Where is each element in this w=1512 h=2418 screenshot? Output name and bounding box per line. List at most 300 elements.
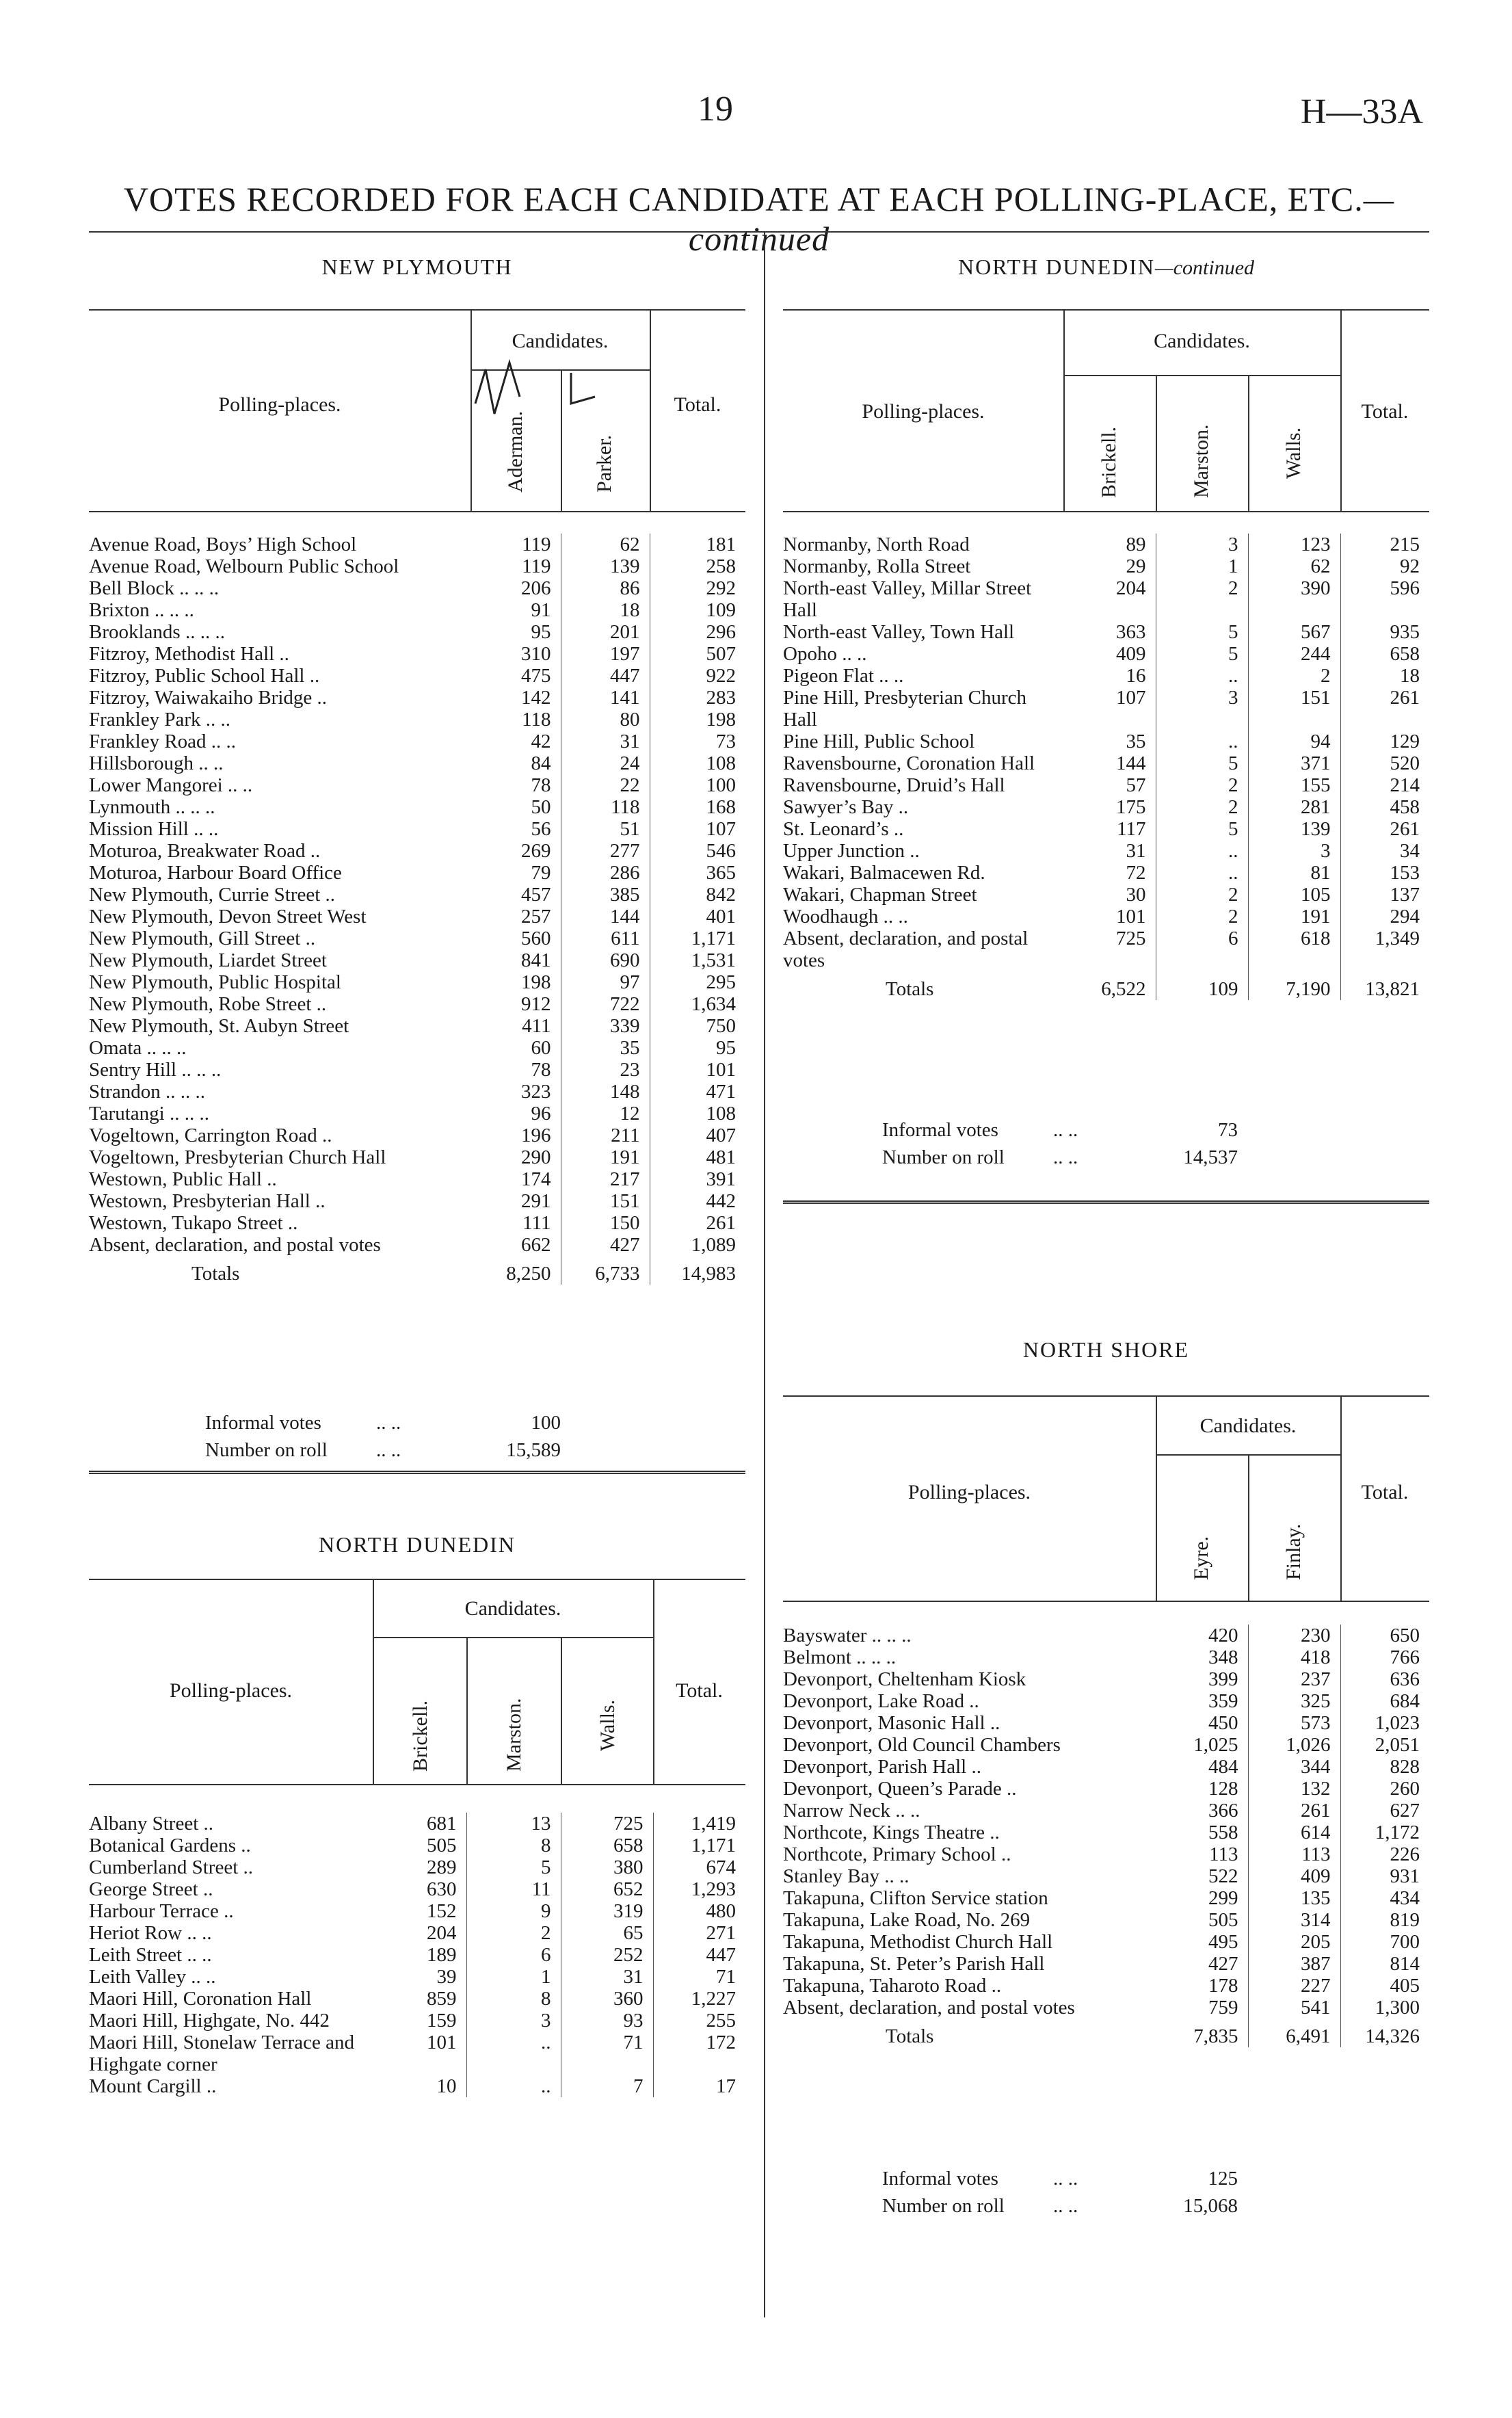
candidate-votes: .. <box>1156 862 1248 884</box>
row-total: 255 <box>706 2010 736 2032</box>
row-total: 261 <box>1390 687 1420 709</box>
row-total: 684 <box>1390 1690 1420 1712</box>
candidate-votes: 662 <box>470 1234 561 1256</box>
table-row <box>783 1756 1429 1778</box>
candidate-votes: 344 <box>1248 1756 1340 1778</box>
polling-place-name: Fitzroy, Methodist Hall .. <box>89 643 289 665</box>
candidate-votes: 150 <box>561 1212 650 1234</box>
candidate-votes: 191 <box>561 1146 650 1168</box>
row-total: 1,634 <box>691 993 736 1015</box>
candidate-votes: .. <box>466 2075 561 2097</box>
polling-place-name: Devonport, Masonic Hall .. <box>783 1712 1000 1734</box>
new-plymouth-polling-places-label: Polling-places. <box>218 393 341 416</box>
north-shore-candidates-label: Candidates. <box>1199 1415 1297 1437</box>
polling-place-name: Moturoa, Harbour Board Office <box>89 862 342 884</box>
polling-place-name: Absent, declaration, and postal votes <box>783 1997 1075 2019</box>
candidate-votes: 6 <box>1156 928 1248 971</box>
candidate-brickell: Brickell. <box>409 1700 432 1772</box>
row-total: 481 <box>706 1146 736 1168</box>
row-total: 137 <box>1390 884 1420 906</box>
candidate-votes: 5 <box>1156 752 1248 774</box>
row-total: 365 <box>706 862 736 884</box>
table-row <box>783 1690 1429 1712</box>
candidate-votes: 281 <box>1248 796 1340 818</box>
row-total: 260 <box>1390 1778 1420 1800</box>
roll-line <box>205 1436 684 1464</box>
table-row <box>89 709 745 731</box>
polling-place-name: Botanical Gardens .. <box>89 1835 251 1856</box>
dots: .. .. <box>1053 2168 1078 2190</box>
candidate-votes: 113 <box>1156 1843 1248 1865</box>
candidate-votes: 1,025 <box>1156 1734 1248 1756</box>
row-total: 95 <box>716 1037 736 1059</box>
polling-place-name: Pine Hill, Presbyterian Church Hall <box>783 687 1027 731</box>
row-total: 283 <box>706 687 736 709</box>
candidate-votes: 359 <box>1156 1690 1248 1712</box>
row-total: 294 <box>1390 906 1420 928</box>
informal-votes-value: 73 <box>1218 1119 1238 1141</box>
candidate-votes: 89 <box>1063 534 1156 555</box>
polling-place-name: Leith Street .. .. <box>89 1944 212 1966</box>
candidate-votes: 217 <box>561 1168 650 1190</box>
table-row <box>89 993 745 1015</box>
row-total: 1,349 <box>1375 928 1420 949</box>
candidate-votes: 139 <box>561 555 650 577</box>
table-row <box>89 1900 745 1922</box>
candidate-votes: .. <box>466 2032 561 2075</box>
candidate-walls: Walls. <box>1282 427 1305 479</box>
candidate-votes: 62 <box>561 534 650 555</box>
new-plymouth-title: NEW PLYMOUTH <box>321 254 513 279</box>
table-row <box>89 731 745 752</box>
row-total: 700 <box>1390 1931 1420 1953</box>
candidate-votes: 573 <box>1248 1712 1340 1734</box>
polling-place-name: Mount Cargill .. <box>89 2075 217 2097</box>
row-total: 819 <box>1390 1909 1420 1931</box>
title-main: VOTES RECORDED FOR EACH CANDIDATE AT EACH POLLING-PLACE, ETC. <box>123 180 1364 218</box>
candidate-votes: 151 <box>1248 687 1340 731</box>
table-row <box>89 796 745 818</box>
polling-place-name: Devonport, Parish Hall .. <box>783 1756 981 1778</box>
row-total: 627 <box>1390 1800 1420 1822</box>
candidate-votes: 57 <box>1063 774 1156 796</box>
polling-place-name: Pigeon Flat .. .. <box>783 665 904 687</box>
table-row <box>783 840 1429 862</box>
candidate-votes: 118 <box>561 796 650 818</box>
candidate-votes: 152 <box>373 1900 466 1922</box>
table-row <box>89 1015 745 1037</box>
polling-place-name: Tarutangi .. .. .. <box>89 1103 209 1125</box>
title-rule <box>89 231 1429 233</box>
candidate-votes: 227 <box>1248 1975 1340 1997</box>
row-total: 295 <box>706 971 736 993</box>
candidate-votes: 360 <box>561 1988 653 2010</box>
candidate-walls: Walls. <box>596 1699 619 1751</box>
candidate-votes: 859 <box>373 1988 466 2010</box>
candidate-votes: 3 <box>1156 687 1248 731</box>
table-row <box>783 1843 1429 1865</box>
north-dunedin-cont-title-continued: —continued <box>1155 257 1255 279</box>
table-row <box>783 577 1429 621</box>
table-row <box>89 534 745 555</box>
candidate-total: 7,190 <box>1248 971 1340 1000</box>
candidate-votes: 135 <box>1248 1887 1340 1909</box>
candidate-votes: 144 <box>561 906 650 928</box>
table-row <box>783 731 1429 752</box>
polling-place-name: Takapuna, Methodist Church Hall <box>783 1931 1053 1953</box>
polling-place-name: Vogeltown, Carrington Road .. <box>89 1125 332 1146</box>
polling-place-name: Devonport, Cheltenham Kiosk <box>783 1668 1026 1690</box>
candidate-votes: 5 <box>1156 621 1248 643</box>
candidate-votes: 618 <box>1248 928 1340 971</box>
candidate-votes: .. <box>1156 731 1248 752</box>
polling-place-name: New Plymouth, Devon Street West <box>89 906 367 928</box>
handwritten-marks <box>468 356 646 424</box>
candidate-votes: 1 <box>466 1966 561 1988</box>
polling-place-name: Frankley Road .. .. <box>89 731 237 752</box>
candidate-votes: 13 <box>466 1813 561 1835</box>
candidate-votes: 111 <box>470 1212 561 1234</box>
polling-place-name: Takapuna, Clifton Service station <box>783 1887 1048 1909</box>
candidate-total: 7,835 <box>1156 2019 1248 2047</box>
north-dunedin-total-label: Total. <box>676 1679 723 1702</box>
candidate-votes: 201 <box>561 621 650 643</box>
table-row <box>89 1212 745 1234</box>
candidate-votes: 5 <box>1156 643 1248 665</box>
candidate-votes: 93 <box>561 2010 653 2032</box>
candidate-votes: 409 <box>1063 643 1156 665</box>
dots: .. .. <box>376 1412 401 1434</box>
row-total: 766 <box>1390 1646 1420 1668</box>
candidate-votes: 205 <box>1248 1931 1340 1953</box>
candidate-votes: 144 <box>1063 752 1156 774</box>
dots: .. .. <box>1053 1146 1078 1168</box>
table-row <box>89 818 745 840</box>
row-total: 101 <box>706 1059 736 1081</box>
candidate-total: 6,733 <box>561 1256 650 1285</box>
table-row <box>89 665 745 687</box>
row-total: 1,531 <box>691 949 736 971</box>
candidate-votes: 189 <box>373 1944 466 1966</box>
candidate-total: 6,491 <box>1248 2019 1340 2047</box>
polling-place-name: Narrow Neck .. .. <box>783 1800 920 1822</box>
roll-line <box>882 1144 1361 1171</box>
row-total: 1,023 <box>1375 1712 1420 1734</box>
polling-place-name: Devonport, Lake Road .. <box>783 1690 979 1712</box>
candidate-votes: 371 <box>1248 752 1340 774</box>
candidate-votes: 151 <box>561 1190 650 1212</box>
table-row <box>783 534 1429 555</box>
table-row <box>89 1190 745 1212</box>
candidate-votes: 113 <box>1248 1843 1340 1865</box>
candidate-votes: 387 <box>1248 1953 1340 1975</box>
candidate-votes: 244 <box>1248 643 1340 665</box>
row-total: 92 <box>1400 555 1420 577</box>
candidate-votes: 411 <box>470 1015 561 1037</box>
candidate-votes: 385 <box>561 884 650 906</box>
polling-place-name: Omata .. .. .. <box>89 1037 187 1059</box>
table-row <box>783 796 1429 818</box>
polling-place-name: Heriot Row .. .. <box>89 1922 212 1944</box>
candidate-votes: 2 <box>1156 577 1248 621</box>
candidate-votes: 310 <box>470 643 561 665</box>
north-dunedin-summary <box>882 1116 1361 1171</box>
row-total: 434 <box>1390 1887 1420 1909</box>
candidate-votes: 80 <box>561 709 650 731</box>
candidate-votes: 155 <box>1248 774 1340 796</box>
polling-place-name: Brooklands .. .. .. <box>89 621 225 643</box>
dots: .. .. <box>1053 2195 1078 2217</box>
candidate-votes: 60 <box>470 1037 561 1059</box>
table-row <box>89 1944 745 1966</box>
candidate-votes: 197 <box>561 643 650 665</box>
polling-place-name: Westown, Presbyterian Hall .. <box>89 1190 326 1212</box>
row-total: 34 <box>1400 840 1420 862</box>
candidate-votes: 142 <box>470 687 561 709</box>
row-total: 1,419 <box>691 1813 736 1835</box>
north-dunedin-table <box>89 1813 745 2097</box>
candidate-votes: 237 <box>1248 1668 1340 1690</box>
candidate-votes: 132 <box>1248 1778 1340 1800</box>
table-row <box>783 1625 1429 1646</box>
candidate-votes: 614 <box>1248 1822 1340 1843</box>
polling-place-name: Devonport, Old Council Chambers <box>783 1734 1061 1756</box>
row-total: 650 <box>1390 1625 1420 1646</box>
polling-place-name: Maori Hill, Stonelaw Terrace and Highgate corner <box>89 2032 355 2075</box>
new-plymouth-summary <box>205 1409 684 1464</box>
ns-header-bottom-rule <box>783 1601 1429 1602</box>
table-row <box>89 774 745 796</box>
row-total: 73 <box>716 731 736 752</box>
candidate-votes: 399 <box>1156 1668 1248 1690</box>
candidate-votes: 16 <box>1063 665 1156 687</box>
candidate-votes: 35 <box>1063 731 1156 752</box>
candidate-votes: 39 <box>373 1966 466 1988</box>
candidate-votes: 3 <box>466 2010 561 2032</box>
polling-place-name: Pine Hill, Public School <box>783 731 975 752</box>
table-row <box>89 599 745 621</box>
row-total: 1,171 <box>691 928 736 949</box>
candidate-votes: 611 <box>561 928 650 949</box>
candidate-votes: 1 <box>1156 555 1248 577</box>
informal-votes-label: Informal votes <box>882 2168 998 2190</box>
table-row <box>783 1997 1429 2019</box>
new-plymouth-candidates-label: Candidates. <box>512 330 609 352</box>
ndc-header-top-rule <box>783 309 1429 311</box>
candidate-votes: 24 <box>561 752 650 774</box>
row-total: 168 <box>706 796 736 818</box>
north-shore-summary <box>882 2165 1361 2220</box>
table-row <box>783 1712 1429 1734</box>
table-row <box>89 577 745 599</box>
north-shore-total-label: Total. <box>1361 1481 1409 1503</box>
candidate-votes: 390 <box>1248 577 1340 621</box>
north-shore-polling-places-label: Polling-places. <box>907 1481 1031 1503</box>
candidate-votes: 71 <box>561 2032 653 2075</box>
candidate-aderman: Aderman. <box>504 410 527 492</box>
row-total: 546 <box>706 840 736 862</box>
nd-header-bottom-rule <box>89 1784 745 1785</box>
polling-place-name: New Plymouth, St. Aubyn Street <box>89 1015 349 1037</box>
row-total: 935 <box>1390 621 1420 643</box>
candidate-votes: 541 <box>1248 1997 1340 2019</box>
candidate-votes: 119 <box>470 555 561 577</box>
candidate-votes: 558 <box>1156 1822 1248 1843</box>
polling-place-name: Opoho .. .. <box>783 643 867 665</box>
polling-place-name: Belmont .. .. .. <box>783 1646 897 1668</box>
row-total: 261 <box>1390 818 1420 840</box>
candidate-parker: Parker. <box>593 434 615 492</box>
totals-row <box>783 2019 1429 2047</box>
table-row <box>783 665 1429 687</box>
table-row <box>89 2010 745 2032</box>
candidate-votes: 505 <box>373 1835 466 1856</box>
table-row <box>783 1953 1429 1975</box>
polling-place-name: Sentry Hill .. .. .. <box>89 1059 222 1081</box>
candidate-votes: 5 <box>1156 818 1248 840</box>
row-total: 842 <box>706 884 736 906</box>
row-total: 71 <box>716 1966 736 1988</box>
candidate-votes: 204 <box>1063 577 1156 621</box>
candidate-votes: 91 <box>470 599 561 621</box>
candidate-votes: 196 <box>470 1125 561 1146</box>
polling-place-name: Avenue Road, Welbourn Public School <box>89 555 399 577</box>
row-total: 658 <box>1390 643 1420 665</box>
candidate-votes: 198 <box>470 971 561 993</box>
polling-place-name: New Plymouth, Robe Street .. <box>89 993 327 1015</box>
grand-total: 14,326 <box>1365 2025 1420 2047</box>
candidate-votes: 339 <box>561 1015 650 1037</box>
candidate-votes: 291 <box>470 1190 561 1212</box>
candidate-votes: 10 <box>373 2075 466 2097</box>
row-total: 674 <box>706 1856 736 1878</box>
candidate-votes: 277 <box>561 840 650 862</box>
table-row <box>89 1878 745 1900</box>
candidate-votes: 409 <box>1248 1865 1340 1887</box>
polling-place-name: Lower Mangorei .. .. <box>89 774 253 796</box>
table-row <box>783 1778 1429 1800</box>
table-row <box>89 1835 745 1856</box>
np-end-rule <box>89 1471 745 1474</box>
table-row <box>783 1822 1429 1843</box>
polling-place-name: Takapuna, Lake Road, No. 269 <box>783 1909 1031 1931</box>
candidate-votes: 97 <box>561 971 650 993</box>
candidate-votes: 289 <box>373 1856 466 1878</box>
candidate-votes: 191 <box>1248 906 1340 928</box>
candidate-votes: 567 <box>1248 621 1340 643</box>
table-row <box>783 555 1429 577</box>
polling-place-name: Wakari, Balmacewen Rd. <box>783 862 985 884</box>
row-total: 108 <box>706 1103 736 1125</box>
table-row <box>89 621 745 643</box>
candidate-votes: 206 <box>470 577 561 599</box>
row-total: 107 <box>706 818 736 840</box>
row-total: 271 <box>706 1922 736 1944</box>
candidate-votes: 101 <box>1063 906 1156 928</box>
candidate-votes: 299 <box>1156 1887 1248 1909</box>
row-total: 17 <box>716 2075 736 2097</box>
north-dunedin-polling-places-label: Polling-places. <box>169 1679 293 1702</box>
roll-value: 15,589 <box>506 1439 561 1461</box>
candidate-votes: 759 <box>1156 1997 1248 2019</box>
candidate-votes: 286 <box>561 862 650 884</box>
polling-place-name: Northcote, Kings Theatre .. <box>783 1822 1000 1843</box>
candidate-votes: 475 <box>470 665 561 687</box>
candidate-votes: 257 <box>470 906 561 928</box>
candidate-eyre: Eyre. <box>1190 1536 1212 1580</box>
north-dunedin-candidates-label: Candidates. <box>464 1597 561 1620</box>
table-row <box>89 752 745 774</box>
candidate-votes: 51 <box>561 818 650 840</box>
north-dunedin-cont-table <box>783 534 1429 1000</box>
candidate-votes: 290 <box>470 1146 561 1168</box>
candidate-votes: 725 <box>1063 928 1156 971</box>
polling-place-name: Strandon .. .. .. <box>89 1081 205 1103</box>
candidate-votes: 450 <box>1156 1712 1248 1734</box>
candidate-votes: 269 <box>470 840 561 862</box>
polling-place-name: Frankley Park .. .. <box>89 709 230 731</box>
polling-place-name: Wakari, Chapman Street <box>783 884 977 906</box>
polling-place-name: Hillsborough .. .. <box>89 752 224 774</box>
totals-label: Totals <box>886 2025 934 2047</box>
table-row <box>783 818 1429 840</box>
row-total: 407 <box>706 1125 736 1146</box>
candidate-votes: 560 <box>470 928 561 949</box>
candidate-votes: 30 <box>1063 884 1156 906</box>
candidate-votes: 105 <box>1248 884 1340 906</box>
table-row <box>783 1887 1429 1909</box>
row-total: 198 <box>706 709 736 731</box>
new-plymouth-header-top-rule <box>89 309 745 311</box>
candidate-votes: 84 <box>470 752 561 774</box>
candidate-votes: 65 <box>561 1922 653 1944</box>
table-row <box>89 1856 745 1878</box>
row-total: 181 <box>706 534 736 555</box>
informal-votes-value: 125 <box>1208 2168 1238 2190</box>
candidate-votes: 912 <box>470 993 561 1015</box>
candidate-total: 6,522 <box>1063 971 1156 1000</box>
candidate-votes: 11 <box>466 1878 561 1900</box>
informal-votes-line <box>205 1409 684 1436</box>
polling-place-name: New Plymouth, Liardet Street <box>89 949 327 971</box>
polling-place-name: North-east Valley, Millar Street Hall <box>783 577 1032 621</box>
polling-place-name: New Plymouth, Currie Street .. <box>89 884 336 906</box>
table-row <box>89 555 745 577</box>
candidate-total: 109 <box>1156 971 1248 1000</box>
table-row <box>89 928 745 949</box>
candidate-votes: 1,026 <box>1248 1734 1340 1756</box>
row-total: 1,300 <box>1375 1997 1420 2019</box>
polling-place-name: Stanley Bay .. .. <box>783 1865 910 1887</box>
table-row <box>89 884 745 906</box>
polling-place-name: Moturoa, Breakwater Road .. <box>89 840 321 862</box>
polling-place-name: Ravensbourne, Druid’s Hall <box>783 774 1005 796</box>
table-row <box>89 949 745 971</box>
nd-header-vline-3 <box>466 1638 468 1784</box>
candidate-votes: 31 <box>561 731 650 752</box>
candidate-votes: 314 <box>1248 1909 1340 1931</box>
polling-place-name: Upper Junction .. <box>783 840 920 862</box>
table-row <box>783 1931 1429 1953</box>
candidate-votes: 50 <box>470 796 561 818</box>
row-total: 750 <box>706 1015 736 1037</box>
table-row <box>783 1668 1429 1690</box>
candidate-votes: 2 <box>1156 796 1248 818</box>
nd-header-top-rule <box>89 1579 745 1580</box>
candidate-votes: 681 <box>373 1813 466 1835</box>
row-total: 261 <box>706 1212 736 1234</box>
row-total: 405 <box>1390 1975 1420 1997</box>
